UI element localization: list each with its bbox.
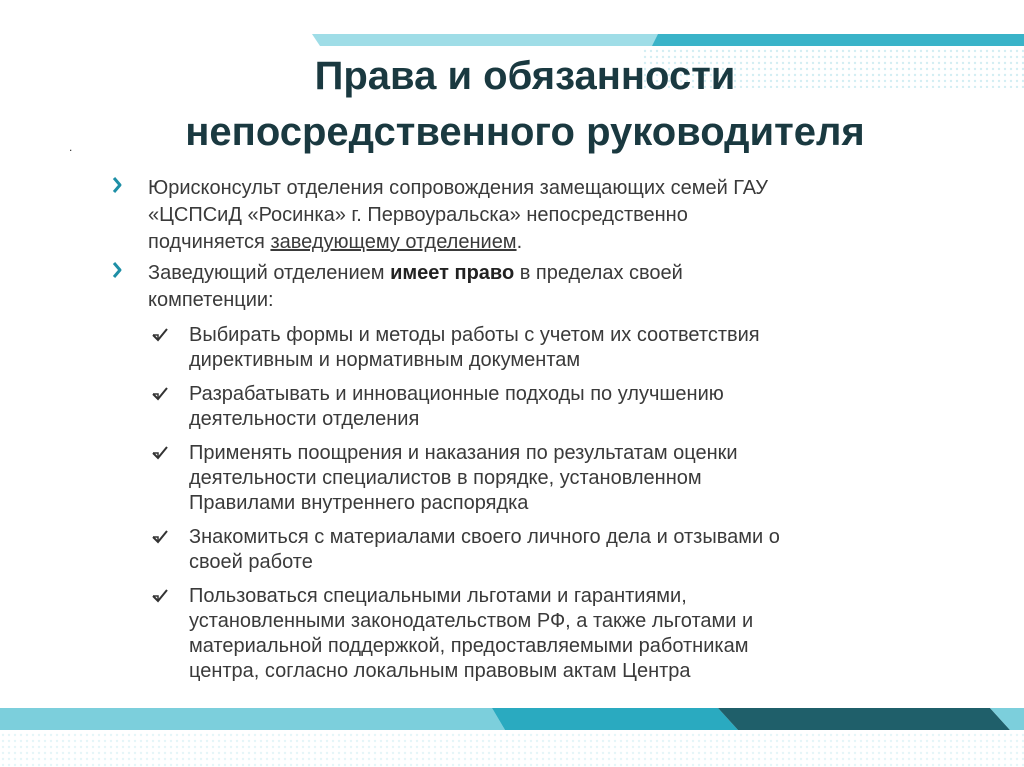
right-line: Разрабатывать и инновационные подходы по улучшению [189,383,724,405]
bullet-line: «ЦСПСиД «Росинка» г. Первоуральска» непосредственно [148,204,688,226]
right-line: Знакомиться с материалами своего личного дела и отзывами о [189,526,780,548]
right-line: материальной поддержкой, предоставляемыми работникам [189,635,749,657]
right-item [0,382,1024,432]
right-line: Выбирать формы и методы работы с учетом их соответствия [189,324,760,346]
chevron-right-icon [111,260,123,280]
top-stripe-light [312,34,665,46]
right-line: установленными законодательством РФ, а также льготами и [189,610,754,632]
bottom-stripe-light [0,708,505,730]
bullet-text: Заведующий отделением [148,262,391,284]
arrow-check-icon [151,385,169,403]
bullet-item [0,175,1024,256]
right-item [0,584,1024,684]
bottom-stripe-dark [718,708,1010,730]
bullet-line [148,260,984,287]
supervisor-link-text: заведующему отделением [270,231,517,253]
right-line: деятельности специалистов в порядке, установленном [189,467,702,489]
bottom-stripe-mid [492,708,738,730]
bullet-bold-text: имеет право [390,262,515,284]
bullet-line: Юрисконсульт отделения сопровождения замещающих семей ГАУ [148,177,768,199]
right-line: Применять поощрения и наказания по результатам оценки [189,442,738,464]
title-line: непосредственного руководителя [185,110,865,154]
slide-title [30,48,1020,160]
right-line: центра, согласно локальным правовым актам Центра [189,660,691,682]
right-line: директивным и нормативным документам [189,349,581,371]
top-stripe-mid [652,34,1024,46]
right-line: своей работе [189,551,313,573]
right-item [0,525,1024,575]
bullet-text: в пределах своей [514,262,683,284]
bullet-text: подчиняется [148,231,271,253]
right-line: деятельности отделения [189,408,420,430]
bullet-text: . [516,231,523,253]
bullet-line: компетенции: [148,289,274,311]
arrow-check-icon [151,587,169,605]
chevron-right-icon [111,175,123,195]
arrow-check-icon [151,528,169,546]
bullet-line [148,229,984,256]
bullet-item [0,260,1024,314]
arrow-check-icon [151,444,169,462]
title-line: Права и обязанности [314,54,736,98]
arrow-check-icon [151,326,169,344]
right-item [0,323,1024,373]
slide-content [0,175,1024,684]
right-item [0,441,1024,516]
right-line: Правилами внутреннего распорядка [189,492,529,514]
right-line: Пользоваться специальными льготами и гарантиями, [189,585,687,607]
slide-marker: . [69,140,73,154]
bottom-dot-band [0,732,1024,767]
